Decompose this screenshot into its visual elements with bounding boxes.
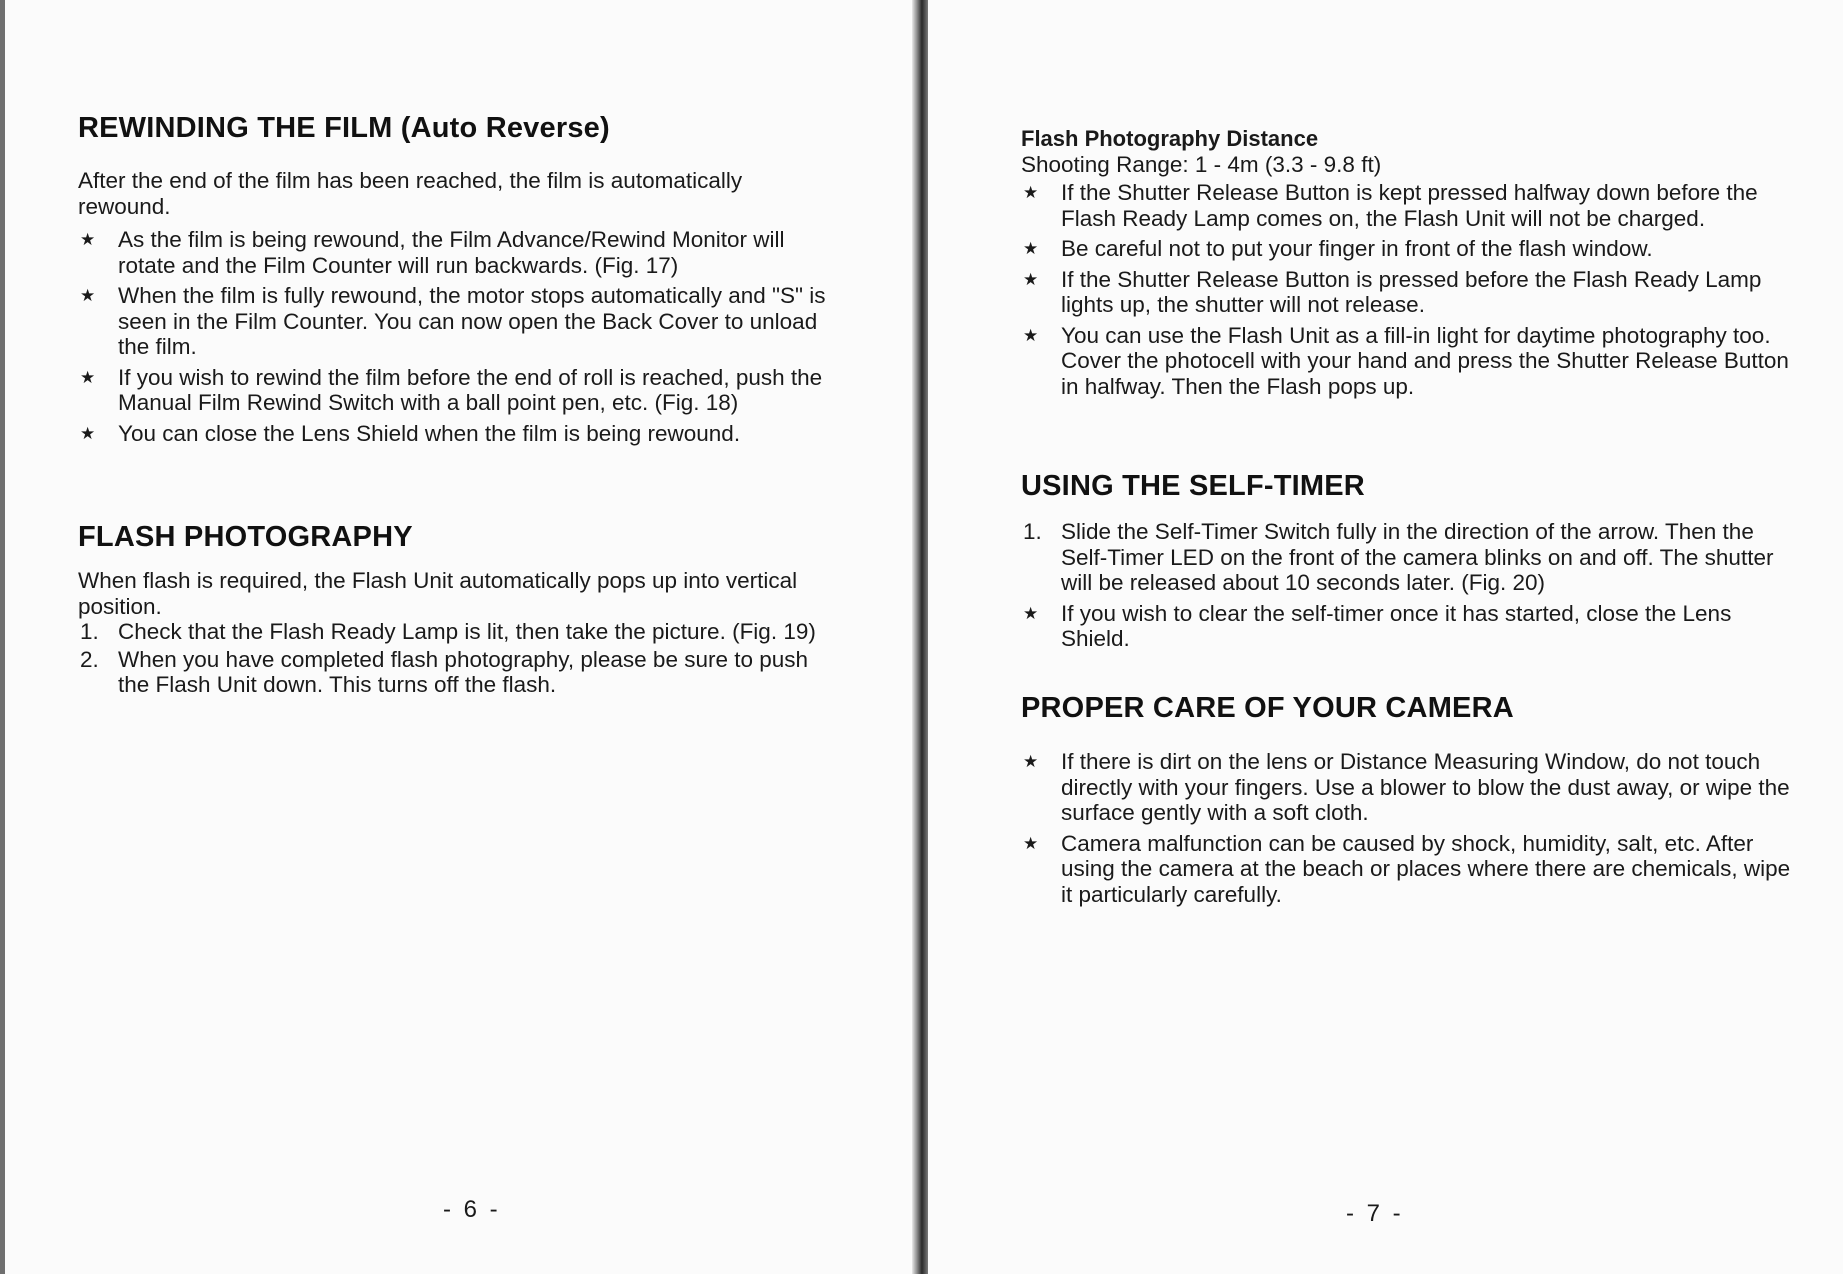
list-item bbox=[78, 619, 838, 645]
page-number-left: - 6 - bbox=[443, 1196, 501, 1223]
flash-heading: FLASH PHOTOGRAPHY bbox=[78, 521, 413, 553]
list-item-text: When you have completed flash photography, please be sure to push the Flash Unit down. This turns off the flash. bbox=[118, 646, 809, 697]
list-item bbox=[1021, 519, 1797, 596]
care-list bbox=[1021, 749, 1797, 907]
list-item bbox=[1021, 323, 1797, 400]
step-number: 1. bbox=[80, 619, 99, 644]
star-bullet-icon: ★ bbox=[1023, 752, 1039, 771]
flash-distance-section bbox=[1021, 126, 1797, 404]
star-bullet-icon: ★ bbox=[80, 286, 96, 305]
list-item-text: When the film is fully rewound, the motor stops automatically and "S" is seen in the Film Counter. You can now open the Back Cover to unload the film. bbox=[118, 283, 826, 359]
list-item-text: If you wish to rewind the film before the end of roll is reached, push the Manual Film Rewind Switch with a ball point pen, etc. (Fig. 18) bbox=[118, 364, 823, 415]
list-item-text: If the Shutter Release Button is pressed before the Flash Ready Lamp lights up, the shutter will not release. bbox=[1061, 266, 1762, 317]
list-item bbox=[1021, 601, 1797, 652]
self-timer-steps bbox=[1021, 519, 1797, 596]
flash-intro: When flash is required, the Flash Unit automatically pops up into vertical position. bbox=[78, 568, 798, 619]
right-page bbox=[928, 0, 1843, 1274]
list-item bbox=[1021, 831, 1797, 908]
flash-distance-heading: Flash Photography Distance bbox=[1021, 126, 1319, 151]
list-item-text: If there is dirt on the lens or Distance Measuring Window, do not touch directly with your fingers. Use a blower to blow the dust away, or wipe the surface gently with a soft cloth. bbox=[1061, 749, 1790, 825]
self-timer-heading: USING THE SELF-TIMER bbox=[1021, 470, 1365, 502]
left-page bbox=[0, 0, 918, 1274]
list-item bbox=[1021, 180, 1797, 231]
list-item-text: Slide the Self-Timer Switch fully in the direction of the arrow. Then the Self-Timer LED on the front of the camera blinks on and off. The shutter will be released about 10 seconds later. (Fig. 20) bbox=[1061, 519, 1774, 595]
list-item-text: You can use the Flash Unit as a fill-in light for daytime photography too. Cover the photocell with your hand and press the Shutter Release Button in halfway. Then the Flash pops up. bbox=[1061, 322, 1789, 399]
star-bullet-icon: ★ bbox=[1023, 183, 1039, 202]
rewinding-intro: After the end of the film has been reached, the film is automatically rewound. bbox=[78, 168, 743, 219]
list-item bbox=[78, 421, 838, 447]
list-item bbox=[1021, 236, 1797, 262]
list-item-text: If you wish to clear the self-timer once it has started, close the Lens Shield. bbox=[1061, 600, 1732, 651]
list-item-text: Camera malfunction can be caused by shock, humidity, salt, etc. After using the camera at the beach or places where there are chemicals, wipe it particularly carefully. bbox=[1061, 830, 1791, 907]
list-item bbox=[78, 227, 838, 278]
page-number-right: - 7 - bbox=[1346, 1200, 1404, 1227]
list-item-text: Check that the Flash Ready Lamp is lit, then take the picture. (Fig. 19) bbox=[118, 619, 816, 644]
rewinding-heading: REWINDING THE FILM (Auto Reverse) bbox=[78, 112, 610, 144]
care-section bbox=[1021, 749, 1797, 912]
flash-distance-list bbox=[1021, 180, 1797, 399]
flash-steps bbox=[78, 619, 838, 698]
list-item-text: Be careful not to put your finger in front of the flash window. bbox=[1061, 236, 1653, 261]
list-item-text: You can close the Lens Shield when the film is being rewound. bbox=[118, 420, 741, 446]
list-item bbox=[78, 283, 838, 360]
star-bullet-icon: ★ bbox=[1023, 603, 1039, 623]
step-number: 1. bbox=[1023, 519, 1042, 544]
star-bullet-icon: ★ bbox=[1023, 239, 1039, 258]
star-bullet-icon: ★ bbox=[80, 230, 96, 249]
star-bullet-icon: ★ bbox=[80, 367, 96, 387]
list-item-text: If the Shutter Release Button is kept pressed halfway down before the Flash Ready Lamp comes on, the Flash Unit will not be charged. bbox=[1061, 180, 1758, 231]
list-item-text: As the film is being rewound, the Film Advance/Rewind Monitor will rotate and the Film Counter will run backwards. (Fig. 17) bbox=[118, 227, 785, 278]
rewinding-section bbox=[78, 168, 838, 451]
flash-section bbox=[78, 568, 838, 703]
self-timer-list bbox=[1021, 601, 1797, 652]
self-timer-section bbox=[1021, 519, 1797, 657]
list-item bbox=[1021, 267, 1797, 318]
step-number: 2. bbox=[80, 646, 99, 672]
rewinding-list bbox=[78, 227, 838, 446]
star-bullet-icon: ★ bbox=[1023, 833, 1039, 853]
star-bullet-icon: ★ bbox=[1023, 269, 1039, 289]
list-item bbox=[78, 647, 838, 698]
star-bullet-icon: ★ bbox=[1023, 325, 1039, 345]
list-item bbox=[1021, 749, 1797, 826]
star-bullet-icon: ★ bbox=[80, 423, 96, 443]
shooting-range: Shooting Range: 1 - 4m (3.3 - 9.8 ft) bbox=[1021, 151, 1382, 177]
care-heading: PROPER CARE OF YOUR CAMERA bbox=[1021, 692, 1514, 724]
list-item bbox=[78, 365, 838, 416]
